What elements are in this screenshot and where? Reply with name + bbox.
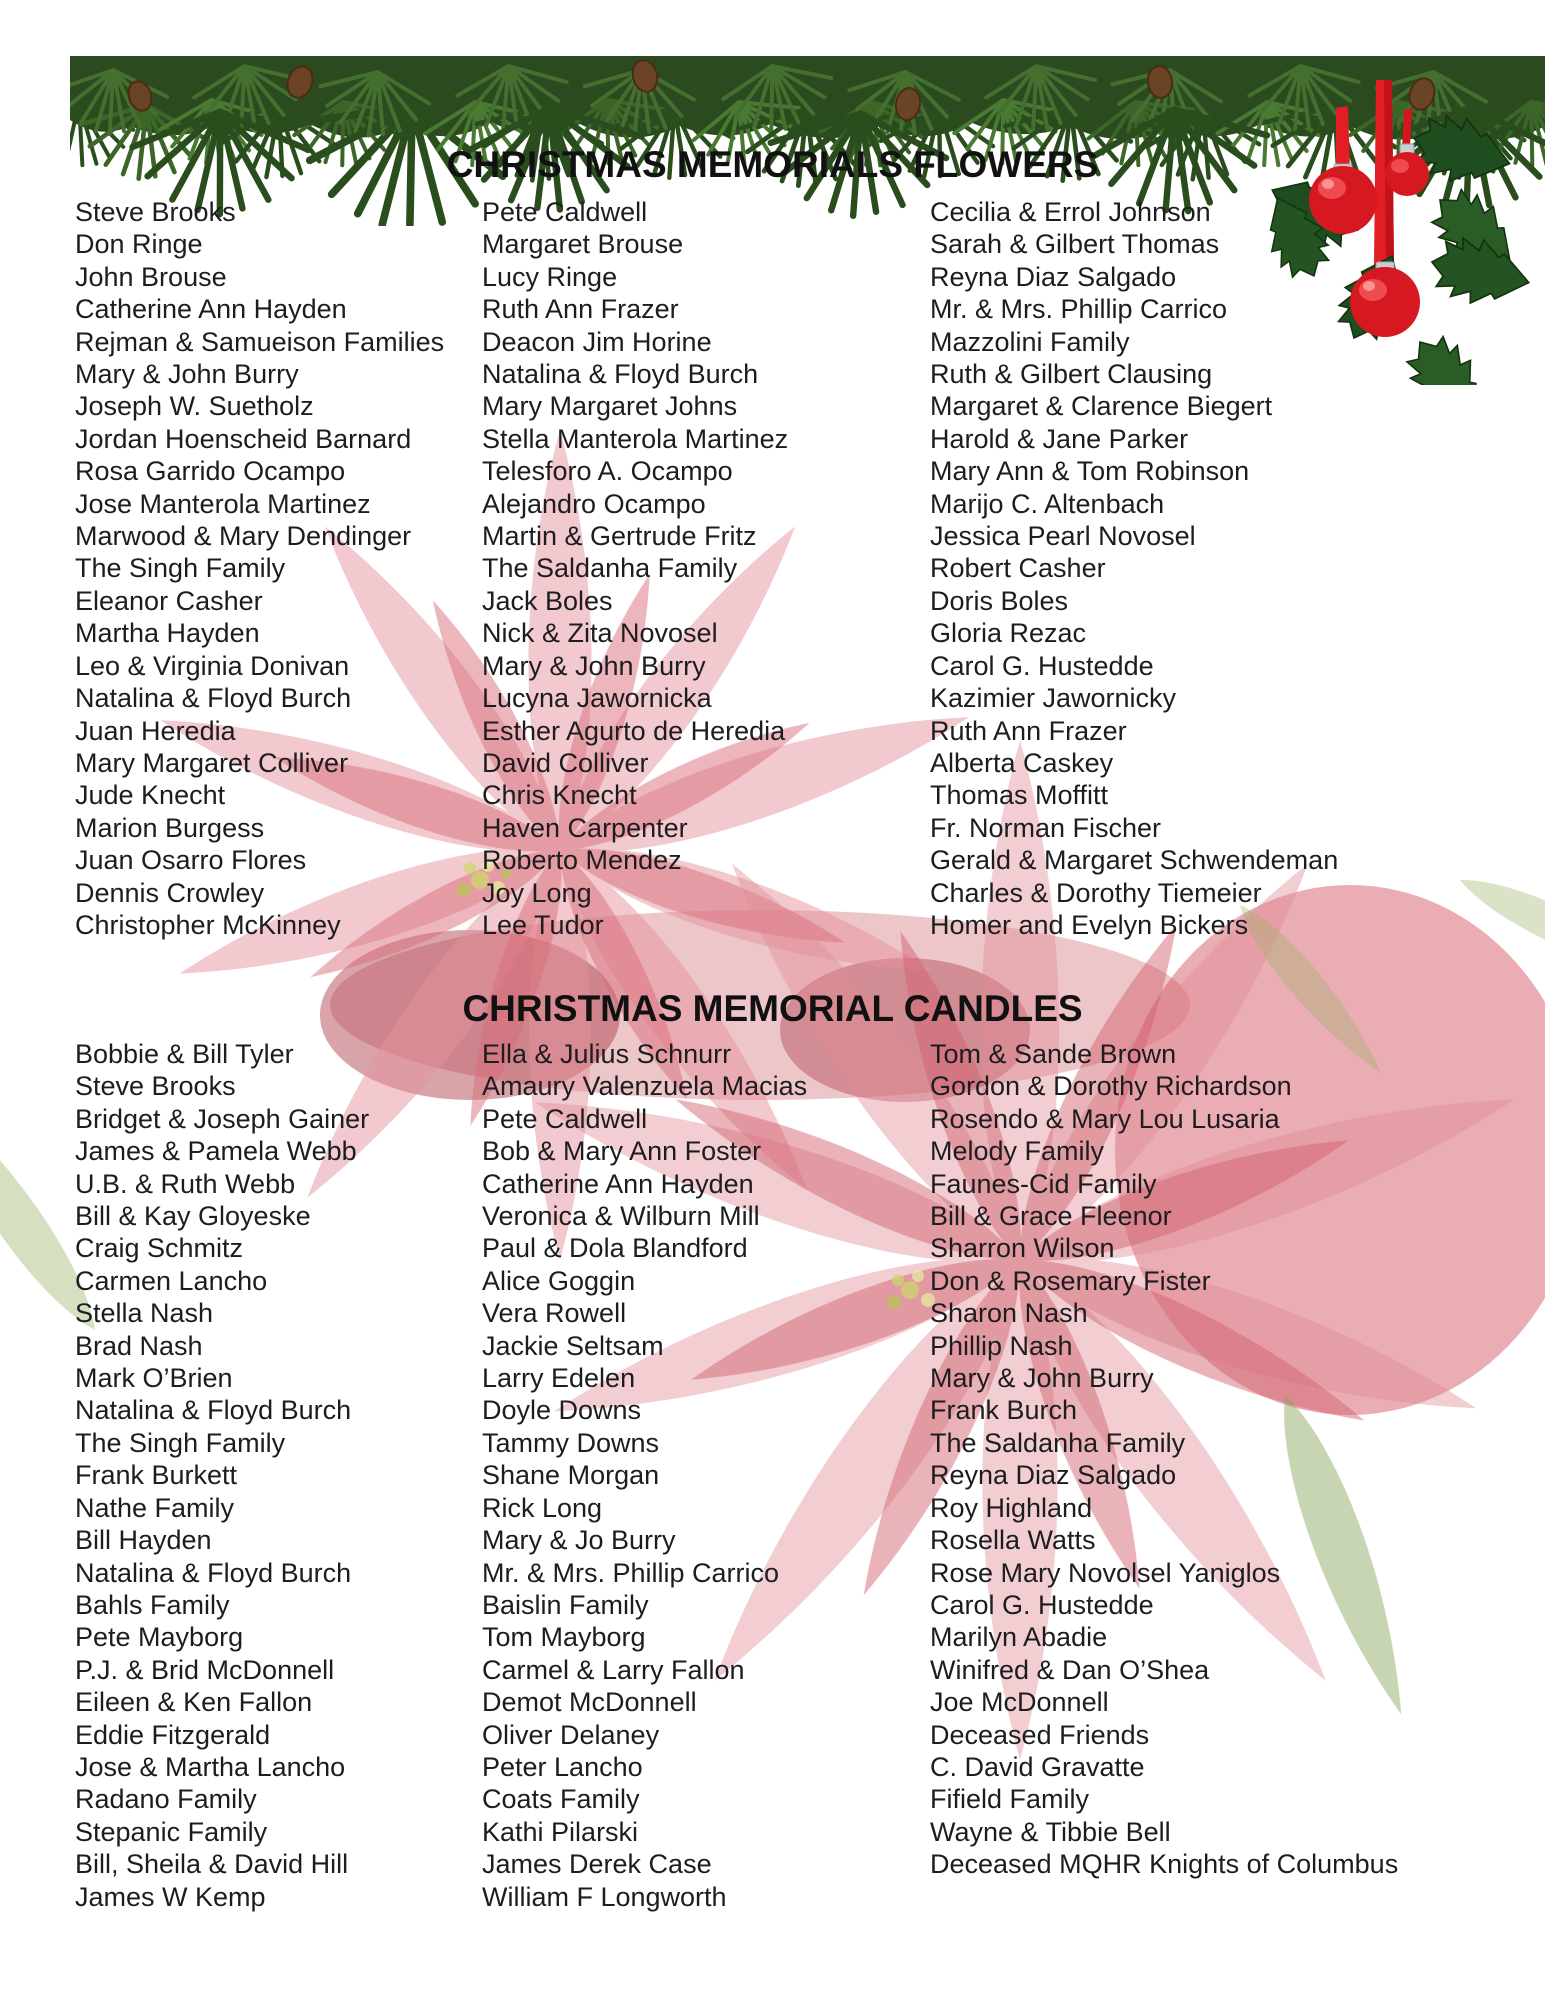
memorial-name: James & Pamela Webb	[75, 1136, 357, 1167]
memorial-name: Juan Heredia	[75, 715, 236, 746]
memorial-name: Mary Ann & Tom Robinson	[930, 456, 1250, 487]
memorial-name: Eileen & Ken Fallon	[75, 1687, 313, 1718]
flowers-memorial-list	[0, 196, 1545, 941]
memorial-name: Phillip Nash	[930, 1330, 1073, 1361]
memorial-name: The Saldanha Family	[482, 553, 738, 584]
memorial-name: Faunes-Cid Family	[930, 1168, 1157, 1199]
memorial-name: Joy Long	[482, 877, 592, 908]
memorial-name: Oliver Delaney	[482, 1719, 660, 1750]
memorial-name: Christopher McKinney	[75, 909, 341, 940]
memorial-name: Bill, Sheila & David Hill	[75, 1849, 349, 1880]
memorial-name: Larry Edelen	[482, 1363, 636, 1394]
memorial-name: Ruth Ann Frazer	[930, 715, 1127, 746]
memorial-name: Jude Knecht	[75, 780, 226, 811]
memorial-name: Wayne & Tibbie Bell	[930, 1816, 1171, 1847]
memorial-name: Gordon & Dorothy Richardson	[930, 1071, 1292, 1102]
memorial-name: Carol G. Hustedde	[930, 1589, 1154, 1620]
memorial-name: Deceased MQHR Knights of Columbus	[930, 1849, 1399, 1880]
memorial-name: Chris Knecht	[482, 780, 637, 811]
memorial-name: Alberta Caskey	[930, 747, 1114, 778]
memorial-name: Tom Mayborg	[482, 1622, 646, 1653]
memorial-name: P.J. & Brid McDonnell	[75, 1654, 335, 1685]
memorial-name: Margaret Brouse	[482, 229, 684, 260]
memorial-name: Pete Caldwell	[482, 197, 648, 227]
memorial-name: Marwood & Mary Dendinger	[75, 521, 412, 552]
memorial-name: Nick & Zita Novosel	[482, 618, 718, 649]
memorial-name: Jessica Pearl Novosel	[930, 521, 1196, 552]
memorial-name: Craig Schmitz	[75, 1233, 244, 1264]
memorial-name: Rick Long	[482, 1492, 603, 1523]
memorial-name: Joseph W. Suetholz	[75, 391, 314, 422]
memorial-name: Jose & Martha Lancho	[75, 1751, 346, 1782]
memorial-name: John Brouse	[75, 261, 227, 292]
candles-memorial-list	[0, 1038, 1545, 1913]
memorial-name: Tom & Sande Brown	[930, 1039, 1177, 1069]
memorial-name: James W Kemp	[75, 1881, 266, 1912]
flowers-column-1	[0, 196, 482, 941]
memorial-name: Lucyna Jawornicka	[482, 683, 712, 714]
memorial-name: Alejandro Ocampo	[482, 488, 706, 519]
memorial-name: Lucy Ringe	[482, 261, 618, 292]
memorial-name: Bill & Grace Fleenor	[930, 1201, 1172, 1232]
memorial-name: Steve Brooks	[75, 1071, 236, 1102]
memorial-name: Mary Margaret Colliver	[75, 747, 349, 778]
memorial-name: Steve Brooks	[75, 197, 236, 227]
memorial-name: Winifred & Dan O’Shea	[930, 1654, 1210, 1685]
memorial-name: C. David Gravatte	[930, 1751, 1145, 1782]
memorial-name: Rosella Watts	[930, 1525, 1096, 1556]
memorial-name: Rosa Garrido Ocampo	[75, 456, 346, 487]
memorial-name: Reyna Diaz Salgado	[930, 261, 1177, 292]
memorial-name: Carol G. Hustedde	[930, 650, 1154, 681]
memorial-name: Tammy Downs	[482, 1427, 660, 1458]
candles-section-title: CHRISTMAS MEMORIAL CANDLES	[462, 988, 1083, 1029]
memorial-name: Mary & John Burry	[930, 1363, 1154, 1394]
memorial-name: Natalina & Floyd Burch	[75, 1395, 352, 1426]
memorial-name: Jose Manterola Martinez	[75, 488, 371, 519]
memorial-name: Natalina & Floyd Burch	[75, 683, 352, 714]
memorial-name: Mary & John Burry	[482, 650, 706, 681]
memorial-name: Kazimier Jawornicky	[930, 683, 1177, 714]
memorial-name: Fifield Family	[930, 1784, 1090, 1815]
memorial-name: Mr. & Mrs. Phillip Carrico	[482, 1557, 780, 1588]
memorial-name: Melody Family	[930, 1136, 1105, 1167]
memorial-name: Reyna Diaz Salgado	[930, 1460, 1177, 1491]
memorial-name: Marilyn Abadie	[930, 1622, 1108, 1653]
memorial-name: Jackie Seltsam	[482, 1330, 664, 1361]
memorial-name: Sharron Wilson	[930, 1233, 1115, 1264]
memorial-name: Deacon Jim Horine	[482, 326, 712, 357]
memorial-name: Bridget & Joseph Gainer	[75, 1103, 370, 1134]
candles-column-1	[0, 1038, 482, 1913]
memorial-name: Homer and Evelyn Bickers	[930, 909, 1249, 940]
memorial-name: Don & Rosemary Fister	[930, 1265, 1211, 1296]
flowers-section-title: CHRISTMAS MEMORIALS FLOWERS	[446, 144, 1099, 185]
memorial-name: Paul & Dola Blandford	[482, 1233, 748, 1264]
memorial-name: Ruth & Gilbert Clausing	[930, 359, 1213, 390]
memorial-name: Coats Family	[482, 1784, 640, 1815]
memorial-name: Jordan Hoenscheid Barnard	[75, 423, 412, 454]
memorial-name: Vera Rowell	[482, 1298, 627, 1329]
memorial-name: The Singh Family	[75, 553, 286, 584]
memorial-name: Rose Mary Novolsel Yaniglos	[930, 1557, 1281, 1588]
memorial-name: Margaret & Clarence Biegert	[930, 391, 1273, 422]
memorial-name: Amaury Valenzuela Macias	[482, 1071, 808, 1102]
memorial-name: Telesforo A. Ocampo	[482, 456, 733, 487]
memorial-name: Cecilia & Errol Johnson	[930, 197, 1211, 227]
memorial-name: Don Ringe	[75, 229, 203, 260]
candles-column-3	[930, 1038, 1545, 1913]
memorial-name: Harold & Jane Parker	[930, 423, 1189, 454]
memorial-name: William F Longworth	[482, 1881, 727, 1912]
memorial-name: Bob & Mary Ann Foster	[482, 1136, 762, 1167]
memorial-name: Mary & John Burry	[75, 359, 299, 390]
memorial-name: Catherine Ann Hayden	[482, 1168, 754, 1199]
memorial-name: Eleanor Casher	[75, 585, 263, 616]
flowers-column-2	[482, 196, 930, 941]
memorial-name: Charles & Dorothy Tiemeier	[930, 877, 1262, 908]
memorial-name: Bill & Kay Gloyeske	[75, 1201, 311, 1232]
memorial-name: Nathe Family	[75, 1492, 235, 1523]
memorial-name: Rejman & Samueison Families	[75, 326, 445, 357]
memorial-name: Alice Goggin	[482, 1265, 636, 1296]
memorial-name: Natalina & Floyd Burch	[75, 1557, 352, 1588]
memorial-name: Mark O’Brien	[75, 1363, 233, 1394]
memorial-name: Peter Lancho	[482, 1751, 643, 1782]
memorial-name: Demot McDonnell	[482, 1687, 697, 1718]
memorial-name: Bahls Family	[75, 1589, 230, 1620]
memorial-name: Bill Hayden	[75, 1525, 212, 1556]
memorial-name: Martha Hayden	[75, 618, 260, 649]
flowers-column-3	[930, 196, 1545, 941]
memorial-name: Eddie Fitzgerald	[75, 1719, 271, 1750]
memorial-name: Pete Caldwell	[482, 1103, 648, 1134]
memorial-name: Jack Boles	[482, 585, 613, 616]
memorial-name: Kathi Pilarski	[482, 1816, 639, 1847]
memorial-name: Natalina & Floyd Burch	[482, 359, 759, 390]
memorial-name: Baislin Family	[482, 1589, 649, 1620]
memorial-name: Gerald & Margaret Schwendeman	[930, 845, 1339, 876]
memorial-name: Fr. Norman Fischer	[930, 812, 1162, 843]
memorial-name: Pete Mayborg	[75, 1622, 244, 1653]
memorial-name: The Singh Family	[75, 1427, 286, 1458]
memorial-name: Ella & Julius Schnurr	[482, 1039, 732, 1069]
memorial-name: Sharon Nash	[930, 1298, 1088, 1329]
memorial-name: Deceased Friends	[930, 1719, 1150, 1750]
memorial-name: Roberto Mendez	[482, 845, 682, 876]
memorial-name: Mary Margaret Johns	[482, 391, 738, 422]
memorial-name: Frank Burkett	[75, 1460, 238, 1491]
memorial-name: Frank Burch	[930, 1395, 1078, 1426]
memorial-name: Stella Nash	[75, 1298, 214, 1329]
memorial-name: Shane Morgan	[482, 1460, 660, 1491]
memorial-name: Mr. & Mrs. Phillip Carrico	[930, 294, 1228, 325]
memorial-name: Esther Agurto de Heredia	[482, 715, 786, 746]
memorial-name: Rosendo & Mary Lou Lusaria	[930, 1103, 1280, 1134]
memorial-name: Doyle Downs	[482, 1395, 642, 1426]
memorial-name: The Saldanha Family	[930, 1427, 1186, 1458]
memorial-name: Dennis Crowley	[75, 877, 265, 908]
memorial-name: Doris Boles	[930, 585, 1069, 616]
memorial-name: Gloria Rezac	[930, 618, 1087, 649]
memorial-name: Stepanic Family	[75, 1816, 268, 1847]
memorial-name: Carmel & Larry Fallon	[482, 1654, 745, 1685]
memorial-name: Sarah & Gilbert Thomas	[930, 229, 1220, 260]
memorial-name: U.B. & Ruth Webb	[75, 1168, 296, 1199]
memorial-name: Veronica & Wilburn Mill	[482, 1201, 760, 1232]
memorial-name: Mary & Jo Burry	[482, 1525, 676, 1556]
memorial-name: Thomas Moffitt	[930, 780, 1109, 811]
memorial-name: James Derek Case	[482, 1849, 712, 1880]
memorial-name: Roy Highland	[930, 1492, 1093, 1523]
memorial-name: Brad Nash	[75, 1330, 203, 1361]
memorial-name: Carmen Lancho	[75, 1265, 268, 1296]
memorial-name: Juan Osarro Flores	[75, 845, 307, 876]
candles-column-2	[482, 1038, 930, 1913]
memorial-name: David Colliver	[482, 747, 649, 778]
memorial-name: Haven Carpenter	[482, 812, 688, 843]
memorial-name: Radano Family	[75, 1784, 257, 1815]
memorial-name: Catherine Ann Hayden	[75, 294, 347, 325]
memorial-name: Mazzolini Family	[930, 326, 1130, 357]
memorial-name: Joe McDonnell	[930, 1687, 1109, 1718]
memorial-name: Marijo C. Altenbach	[930, 488, 1165, 519]
memorial-name: Marion Burgess	[75, 812, 265, 843]
memorial-name: Robert Casher	[930, 553, 1106, 584]
memorial-name: Bobbie & Bill Tyler	[75, 1039, 294, 1069]
memorial-name: Ruth Ann Frazer	[482, 294, 679, 325]
memorial-name: Martin & Gertrude Fritz	[482, 521, 757, 552]
memorial-name: Leo & Virginia Donivan	[75, 650, 350, 681]
memorial-name: Stella Manterola Martinez	[482, 423, 789, 454]
memorial-name: Lee Tudor	[482, 909, 604, 940]
